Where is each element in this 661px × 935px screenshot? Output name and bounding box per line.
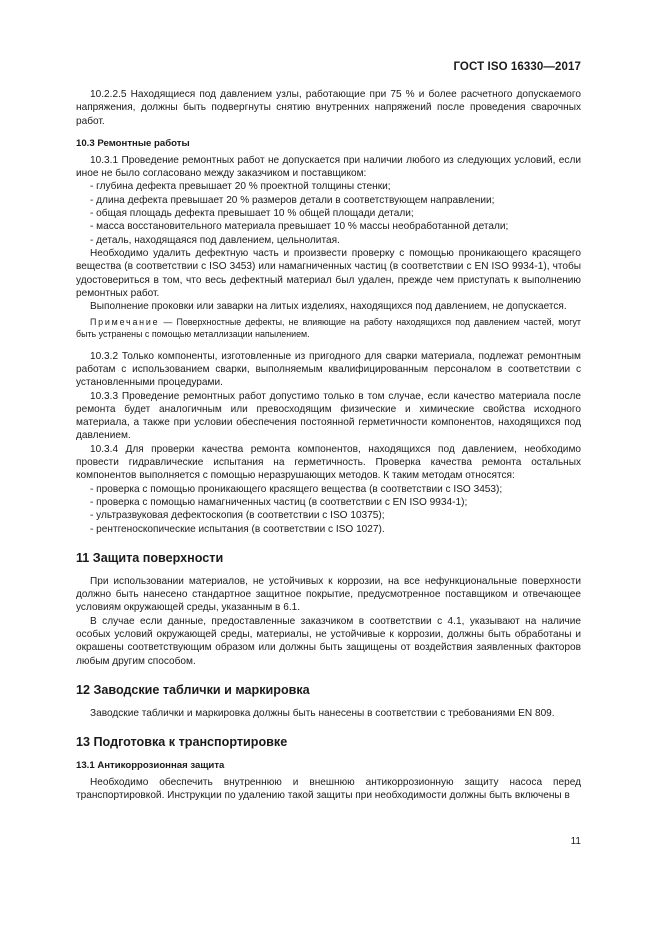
list-item: - общая площадь дефекта превышает 10 % общей площади детали; (76, 207, 581, 220)
paragraph-remove-defect: Необходимо удалить дефектную часть и произвести проверку с помощью проникающего красящего вещества (в соответствии с ISO 3453) или намагниченных частиц (в соответствии с EN ISO 9934-1), чтобы удостовериться в том, что весь дефектный материал был удален, прежде чем приступать к выполнению ремонтных работ. (76, 247, 581, 299)
paragraph-10-3-2: 10.3.2 Только компоненты, изготовленные из пригодного для сварки материала, подлежат ремонтным работам с использованием сварки, выполняемым квалифицированным персоналом в соответствии с установленными процедурами. (76, 350, 581, 389)
paragraph-10-3-3: 10.3.3 Проведение ремонтных работ допустимо только в том случае, если качество материала после ремонта будет аналогичным или превосходящим физические и химические свойства исходного материала, а также при условии обеспечения постоянной герметичности компонентов, находящихся под давлением. (76, 390, 581, 442)
paragraph-11-b: В случае если данные, предоставленные заказчиком в соответствии с 4.1, указывают на наличие особых условий окружающей среды, материалы, не устойчивые к коррозии, должны быть обработаны и окрашены соответствующим образом или должны быть защищены от воздействия заявленных факторов любым другим способом. (76, 615, 581, 667)
list-item: - масса восстановительного материала превышает 10 % массы необработанной детали; (76, 220, 581, 233)
list-item: - рентгеноскопические испытания (в соответствии с ISO 1027). (76, 523, 581, 536)
document-code: ГОСТ ISO 16330—2017 (453, 61, 581, 73)
list-item: - проверка с помощью намагниченных частиц (в соответствии с EN ISO 9934-1); (76, 496, 581, 509)
list-10-3-4 (76, 483, 581, 536)
paragraph-12: Заводские таблички и маркировка должны быть нанесены в соответствии с требованиями EN 809. (90, 707, 555, 719)
paragraph-10-2-2-5: 10.2.2.5 Находящиеся под давлением узлы, работающие при 75 % и более расчетного допускаемого напряжения, должны быть подвергнуты снятию внутренних напряжений после проведения сварочных работ. (76, 89, 581, 127)
list-item: - длина дефекта превышает 20 % размеров детали в соответствующем направлении; (76, 194, 581, 207)
note-label: Примечание (90, 317, 160, 328)
note-text: — Поверхностные дефекты, не влияющие на работу находящихся под давлением частей, могут быть устранены с помощью металлизации напылением. (76, 317, 581, 340)
paragraph-11-a: При использовании материалов, не устойчивых к коррозии, на все нефункциональные поверхности должно быть нанесено стандартное защитное покрытие, предусмотренное поставщиком и отвечающее условиям окружающей среды, указанным в 6.1. (76, 575, 581, 614)
heading-13: 13 Подготовка к транспортировке (76, 735, 288, 750)
paragraph-10-3-1: 10.3.1 Проведение ремонтных работ не допускается при наличии любого из следующих условий, если иное не было согласовано между заказчиком и поставщиком: (76, 154, 581, 180)
paragraph-cast-items: Выполнение проковки или заварки на литых изделиях, находящихся под давлением, не допускается. (90, 301, 567, 313)
paragraph-13-1: Необходимо обеспечить внутреннюю и внешнюю антикоррозионную защиту насоса перед транспортировкой. Инструкции по удалению такой защиты при необходимости должны быть включены в (76, 777, 581, 802)
list-10-3-1 (76, 180, 581, 246)
list-item: - ультразвуковая дефектоскопия (в соответствии с ISO 10375); (76, 509, 581, 522)
heading-11: 11 Защита поверхности (76, 550, 224, 565)
paragraph-10-3-4: 10.3.4 Для проверки качества ремонта компонентов, находящихся под давлением, необходимо провести гидравлические испытания на герметичность. Проверка качества ремонта остальных компонентов выполняется с помощью неразрушающих методов. К таким методам относятся: (76, 443, 581, 482)
list-item: - проверка с помощью проникающего красящего вещества (в соответствии с ISO 3453); (76, 483, 581, 496)
document-body (76, 88, 581, 803)
heading-13-1: 13.1 Антикоррозионная защита (76, 760, 225, 772)
heading-10-3: 10.3 Ремонтные работы (76, 137, 190, 149)
note (76, 317, 581, 340)
page-number: 11 (570, 836, 581, 847)
heading-12: 12 Заводские таблички и маркировка (76, 682, 310, 697)
list-item: - глубина дефекта превышает 20 % проектной толщины стенки; (76, 180, 581, 193)
list-item: - деталь, находящаяся под давлением, цельнолитая. (76, 234, 581, 247)
